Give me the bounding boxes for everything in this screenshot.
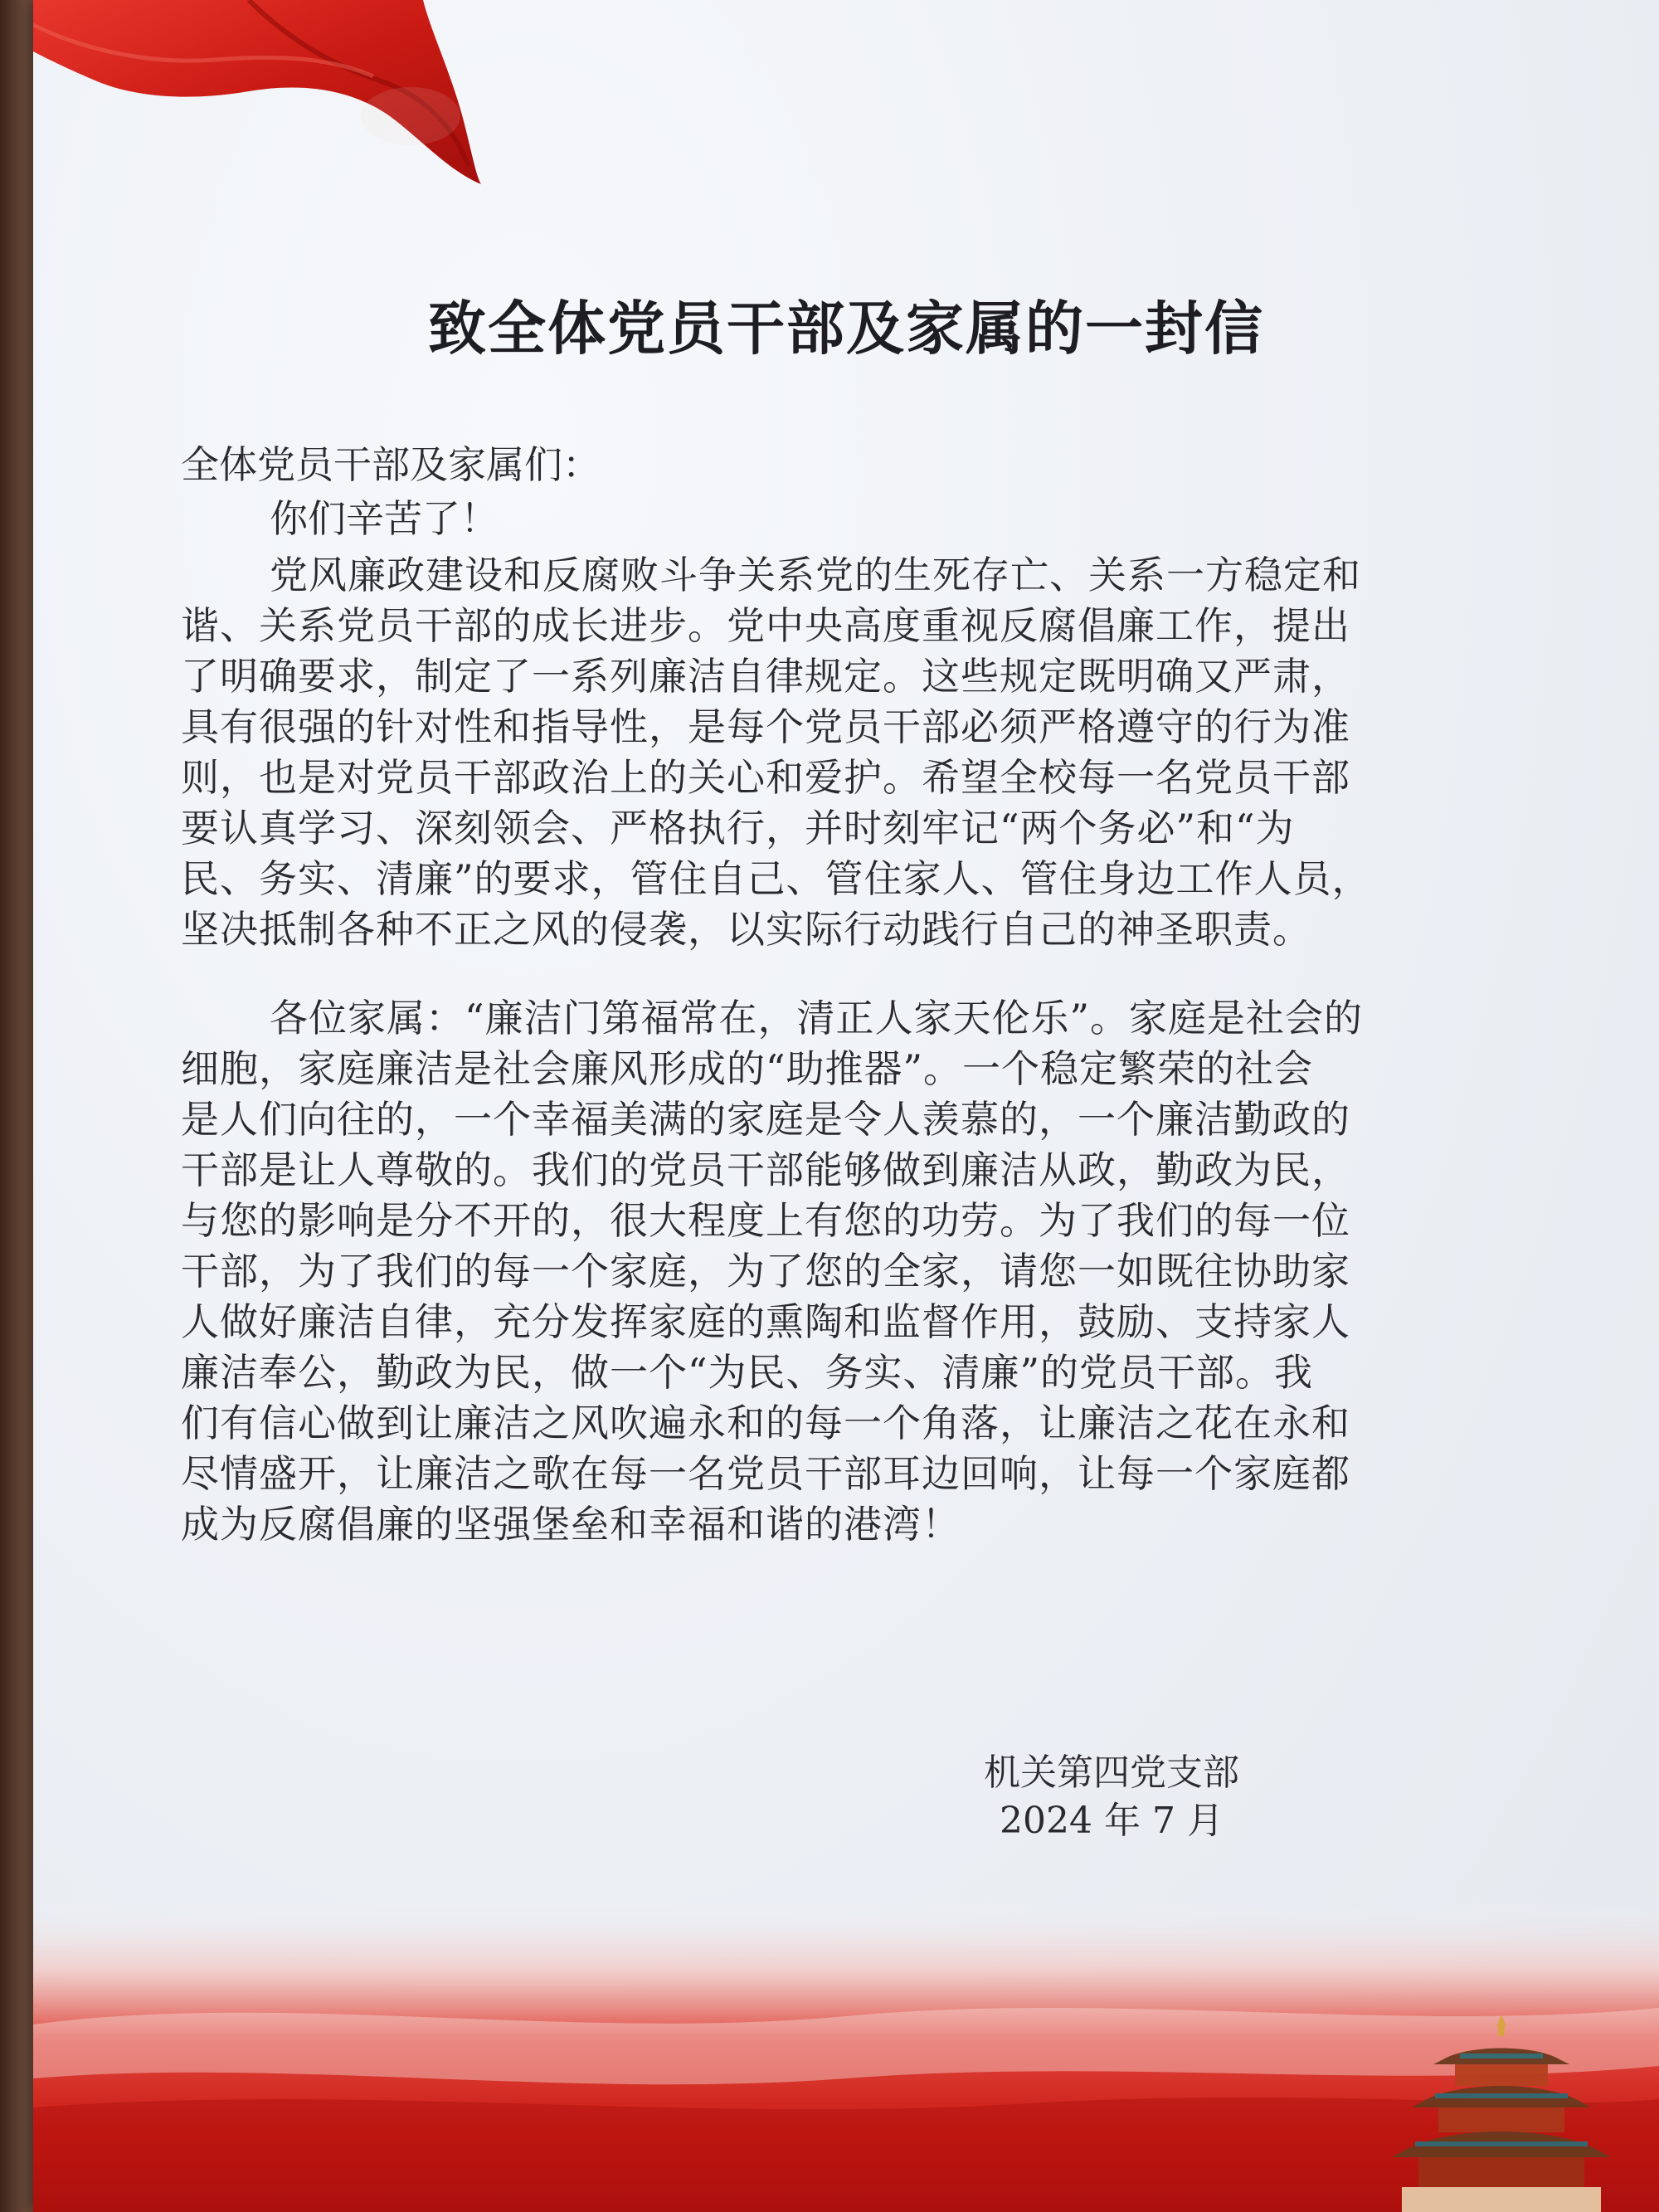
paragraph-line: 坚决抵制各种不正之风的侵袭，以实际行动践行自己的神圣职责。 xyxy=(181,907,1311,952)
letter-paragraph-2 xyxy=(181,993,1363,1550)
signature-date: 2024 年 7 月 xyxy=(1000,1800,1224,1842)
paragraph-line: 人做好廉洁自律，充分发挥家庭的熏陶和监督作用，鼓励、支持家人 xyxy=(181,1299,1350,1344)
paragraph-line: 要认真学习、深刻领会、严格执行，并时刻牢记“两个务必”和“为 xyxy=(181,806,1295,850)
letter-salutation: 全体党员干部及家属们： xyxy=(181,442,601,487)
letter-title: 致全体党员干部及家属的一封信 xyxy=(428,295,1264,363)
paragraph-line: 各位家属：“廉洁门第福常在，清正人家天伦乐”。家庭是社会的 xyxy=(270,996,1364,1040)
red-flag-icon xyxy=(33,0,498,199)
paragraph-line: 了明确要求，制定了一系列廉洁自律规定。这些规定既明确又严肃， xyxy=(181,654,1350,699)
paragraph-line: 党风廉政建设和反腐败斗争关系党的生死存亡、关系一方稳定和 xyxy=(270,553,1361,597)
paragraph-line: 干部，为了我们的每一个家庭，为了您的全家，请您一如既往协助家 xyxy=(181,1249,1350,1294)
paragraph-line: 具有很强的针对性和指导性，是每个党员干部必须严格遵守的行为准 xyxy=(181,704,1350,749)
signature-block xyxy=(954,1749,1269,1845)
paragraph-line: 则，也是对党员干部政治上的关心和爱护。希望全校每一名党员干部 xyxy=(181,755,1350,800)
paragraph-line: 廉洁奉公，勤政为民，做一个“为民、务实、清廉”的党员干部。我 xyxy=(181,1350,1314,1395)
paragraph-line: 民、务实、清廉”的要求，管住自己、管住家人、管住身边工作人员， xyxy=(181,856,1371,901)
paragraph-line: 们有信心做到让廉洁之风吹遍永和的每一个角落，让廉洁之花在永和 xyxy=(181,1401,1350,1445)
letter-paper xyxy=(33,0,1659,2212)
paragraph-line: 谐、关系党员干部的成长进步。党中央高度重视反腐倡廉工作，提出 xyxy=(181,603,1350,648)
temple-of-heaven-icon xyxy=(1385,2008,1618,2212)
paragraph-line: 与您的影响是分不开的，很大程度上有您的功劳。为了我们的每一位 xyxy=(181,1198,1350,1243)
paragraph-line: 尽情盛开，让廉洁之歌在每一名党员干部耳边回响，让每一个家庭都 xyxy=(181,1451,1350,1496)
paragraph-line: 干部是让人尊敬的。我们的党员干部能够做到廉洁从政，勤政为民， xyxy=(181,1147,1350,1192)
letter-greeting: 你们辛苦了！ xyxy=(270,496,499,541)
signature-organization: 机关第四党支部 xyxy=(984,1752,1239,1794)
paragraph-line: 细胞，家庭廉洁是社会廉风形成的“助推器”。一个稳定繁荣的社会 xyxy=(181,1046,1314,1091)
paragraph-line: 成为反腐倡廉的坚强堡垒和幸福和谐的港湾！ xyxy=(181,1502,961,1547)
paragraph-line: 是人们向往的，一个幸福美满的家庭是令人羡慕的，一个廉洁勤政的 xyxy=(181,1097,1350,1142)
letter-paragraph-1 xyxy=(181,550,1371,955)
